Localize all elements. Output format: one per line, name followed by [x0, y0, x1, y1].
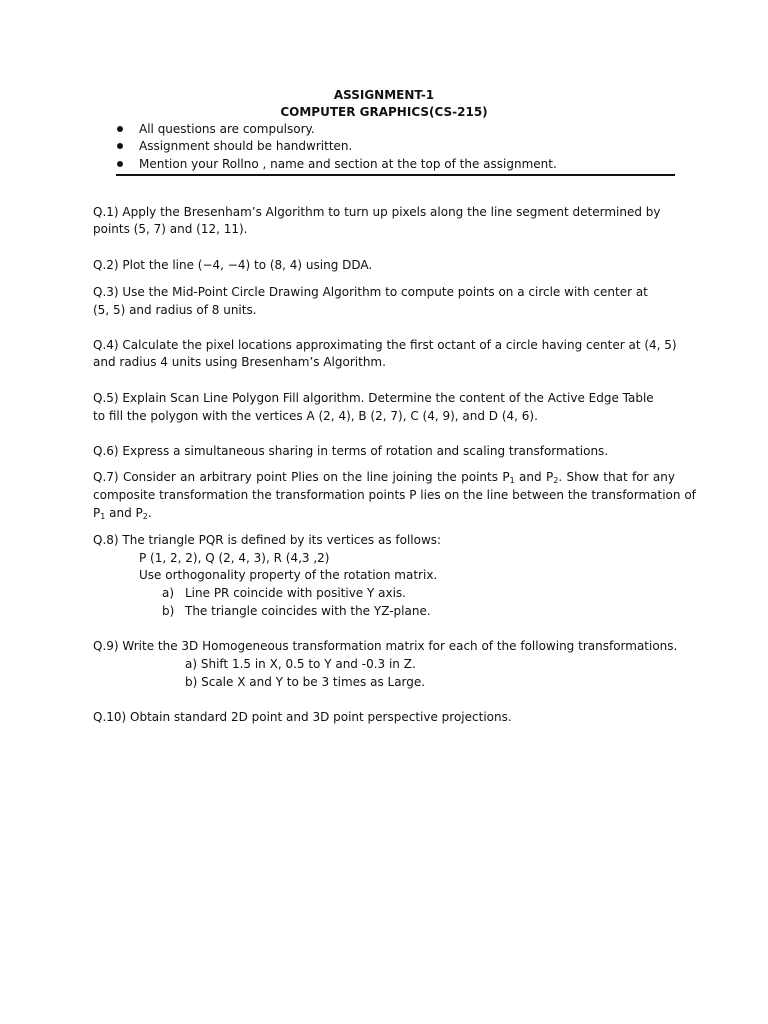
- instruction-item: Mention your Rollno , name and section at the top of the assignment.: [139, 157, 557, 171]
- question-1-line-1: Q.1) Apply the Bresenham’s Algorithm to turn up pixels along the line segment determined by: [93, 205, 661, 219]
- question-4-line-2: and radius 4 units using Bresenham’s Algorithm.: [93, 355, 386, 369]
- question-7-line-3: $P_1$ and $P_2$.: [93, 506, 152, 521]
- question-8-b-text: The triangle coincides with the YZ-plane.: [185, 604, 431, 618]
- question-9-a: a) Shift 1.5 in X, 0.5 to Y and -0.3 in Z.: [185, 657, 416, 671]
- instruction-item: Assignment should be handwritten.: [139, 139, 353, 153]
- bullet-icon: [117, 143, 123, 149]
- question-8-b-label: b): [162, 604, 175, 618]
- question-8-line-1: Q.8) The triangle PQR is defined by its vertices as follows:: [93, 533, 442, 547]
- header-divider: [116, 174, 675, 176]
- question-4-line-1: Q.4) Calculate the pixel locations approximating the first octant of a circle having center at (4, 5): [93, 338, 677, 352]
- question-7-line-1: Q.7) Consider an arbitrary point Plies on the line joining the points $P_1$ and $P_2$. Show that for any: [93, 470, 675, 485]
- question-5-line-2: to fill the polygon with the vertices A (2, 4), B (2, 7), C (4, 9), and D (4, 6).: [93, 409, 538, 423]
- question-6: Q.6) Express a simultaneous sharing in terms of rotation and scaling transformations.: [93, 444, 609, 458]
- assignment-title: ASSIGNMENT-1: [333, 88, 435, 102]
- question-5-line-1: Q.5) Explain Scan Line Polygon Fill algorithm. Determine the content of the Active Edge Table: [93, 391, 654, 405]
- course-title: COMPUTER GRAPHICS(CS-215): [280, 105, 488, 119]
- question-3-line-1: Q.3) Use the Mid-Point Circle Drawing Algorithm to compute points on a circle with center at: [93, 285, 648, 299]
- bullet-icon: [117, 161, 123, 167]
- question-8-a-label: a): [162, 586, 175, 600]
- question-8-hint: Use orthogonality property of the rotation matrix.: [139, 568, 438, 582]
- question-2: Q.2) Plot the line (−4, −4) to (8, 4) using DDA.: [93, 258, 373, 272]
- question-3-line-2: (5, 5) and radius of 8 units.: [93, 303, 257, 317]
- question-9-line-1: Q.9) Write the 3D Homogeneous transformation matrix for each of the following transformations.: [93, 639, 678, 653]
- instruction-item: All questions are compulsory.: [139, 122, 315, 136]
- bullet-icon: [117, 126, 123, 132]
- question-8-a-text: Line PR coincide with positive Y axis.: [185, 586, 406, 600]
- question-10: Q.10) Obtain standard 2D point and 3D point perspective projections.: [93, 710, 512, 724]
- question-1-line-2: points (5, 7) and (12, 11).: [93, 222, 248, 236]
- question-9-b: b) Scale X and Y to be 3 times as Large.: [185, 675, 426, 689]
- question-7-line-2: composite transformation the transformation points P lies on the line between the transformation of: [93, 488, 696, 502]
- question-8-vertices: P (1, 2, 2), Q (2, 4, 3), R (4,3 ,2): [139, 551, 330, 565]
